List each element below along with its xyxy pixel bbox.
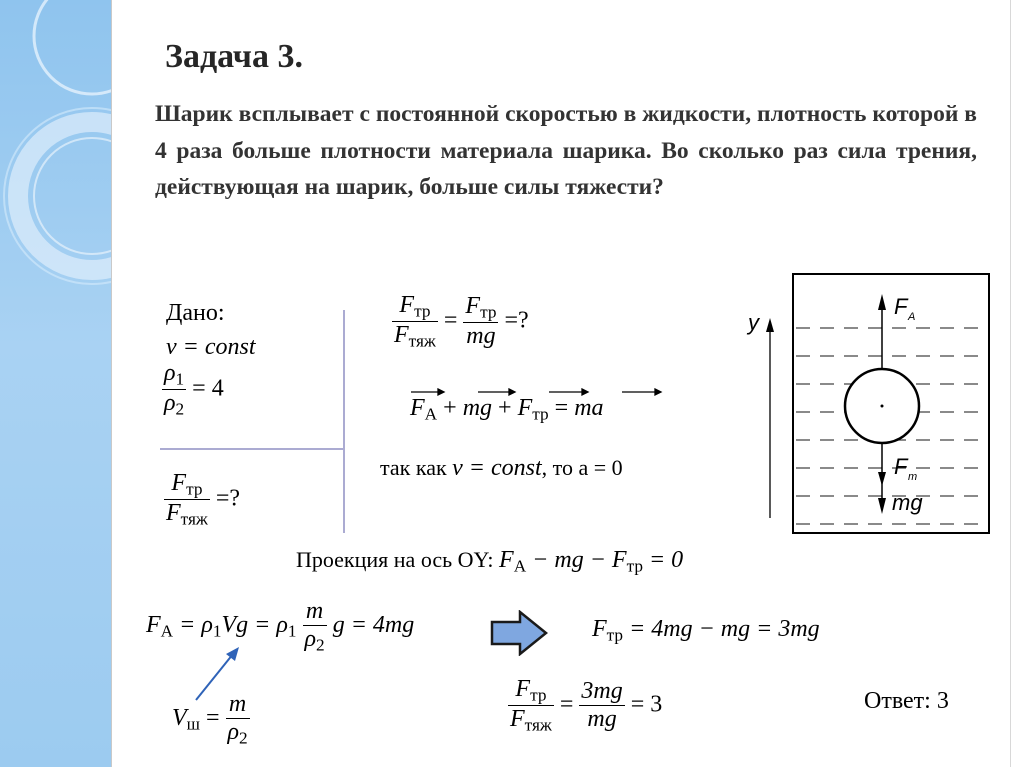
vec-FA: F — [410, 395, 425, 421]
volume-num: m — [228, 691, 247, 717]
final-num-F: F — [515, 676, 531, 702]
ratio-den-F: F — [394, 322, 409, 349]
projection-sub: тр — [626, 556, 643, 576]
projection-F: F — [499, 547, 514, 573]
arch-frac-den: ρ — [304, 626, 317, 652]
ratio2-num-F: F — [465, 293, 481, 320]
since-suffix: , то а = 0 — [541, 455, 623, 480]
find-num-sub: тр — [186, 479, 203, 499]
force-up-sub: A — [908, 311, 916, 323]
arch-mid2: Vg = ρ — [221, 612, 288, 639]
rho1-symbol: ρ — [164, 360, 176, 386]
ball-volume-equation — [172, 691, 250, 748]
final-num-sub: тр — [530, 685, 547, 705]
arch-frac-num: m — [305, 598, 324, 624]
vec-plus-1: + — [437, 395, 463, 421]
vec-Ftr: F — [517, 395, 533, 421]
given-velocity: v = const — [166, 334, 256, 360]
final-den-F: F — [510, 706, 525, 733]
ratio-eq-sign: = — [443, 307, 458, 334]
friction-sub: тр — [606, 625, 624, 645]
answer-line — [864, 688, 949, 715]
given-heading: Дано: — [166, 300, 225, 326]
find-den-F: F — [166, 500, 181, 527]
rho2-sub: 2 — [175, 399, 185, 419]
friction-label-sub: т — [908, 471, 918, 483]
arch-frac-den-sub: 2 — [316, 635, 325, 655]
rho1-sub: 1 — [175, 369, 185, 389]
vec-Ftr-sub: тр — [532, 404, 549, 424]
answer-label: Ответ — [864, 688, 925, 714]
ratio2-num-sub: тр — [480, 302, 497, 322]
problem-statement: Шарик всплывает с постоянной скоростью в жидкости, плотность которой в 4 раза больше плотности материала шарика. Во сколько раз сила трения, действующая на шарик, больше силы тяжести? — [155, 101, 977, 200]
vec-FA-sub: A — [424, 404, 438, 424]
friction-F: F — [592, 616, 607, 642]
vec-mg: mg — [462, 395, 493, 421]
friction-label: F — [894, 454, 908, 479]
force-diagram — [740, 268, 995, 538]
vec-ma: ma — [574, 395, 604, 421]
y-axis-label: y — [748, 310, 759, 335]
projection-prefix: Проекция на ось OY: — [296, 547, 500, 572]
final-eq: = — [559, 691, 574, 718]
vec-eq: = — [548, 395, 575, 421]
ratio-num-F: F — [399, 292, 415, 318]
ratio-den-sub: тяж — [408, 331, 436, 351]
volume-sub: ш — [186, 714, 200, 734]
arch-end: g = 4mg — [332, 612, 415, 639]
final-frac-num: 3mg — [581, 678, 623, 705]
arch-mid1-sub: 1 — [212, 621, 222, 641]
force-up-label: F — [894, 294, 908, 319]
rho2-symbol: ρ — [164, 390, 176, 417]
volume-den: ρ — [227, 719, 240, 745]
final-den-sub: тяж — [524, 715, 552, 735]
projection-F-sub: A — [513, 556, 527, 576]
final-ratio-equation — [508, 676, 662, 736]
since-prefix: так как — [380, 455, 453, 480]
final-result: = 3 — [630, 691, 663, 718]
ratio-num-sub: тр — [414, 301, 431, 321]
ratio2-den-mg: mg — [463, 322, 498, 350]
projection-end: = 0 — [642, 547, 684, 573]
arch-F-sub: A — [160, 621, 174, 641]
ratio-value: = 4 — [192, 375, 224, 402]
answer-value: : 3 — [924, 688, 949, 714]
friction-rest: = 4mg − mg = 3mg — [623, 616, 820, 642]
since-math: v = const — [452, 455, 542, 481]
ball-center — [881, 405, 884, 408]
weight-label: mg — [892, 490, 923, 515]
task-title: Задача 3. — [165, 38, 303, 75]
y-axis-arrow-icon — [766, 318, 774, 332]
arch-F: F — [146, 612, 161, 639]
volume-eq: = — [199, 705, 226, 732]
final-frac-den: mg — [579, 705, 624, 733]
volume-V: V — [172, 705, 187, 732]
find-num-F: F — [171, 470, 187, 496]
projection-mid: − mg − F — [526, 547, 627, 573]
find-den-sub: тяж — [180, 509, 208, 529]
volume-den-sub: 2 — [239, 728, 248, 748]
vec-plus-2: + — [492, 395, 518, 421]
ratio-eq-question: =? — [504, 307, 529, 334]
arch-mid1: = ρ — [173, 612, 213, 639]
find-eq: =? — [215, 485, 241, 512]
arch-mid2-sub: 1 — [287, 621, 297, 641]
